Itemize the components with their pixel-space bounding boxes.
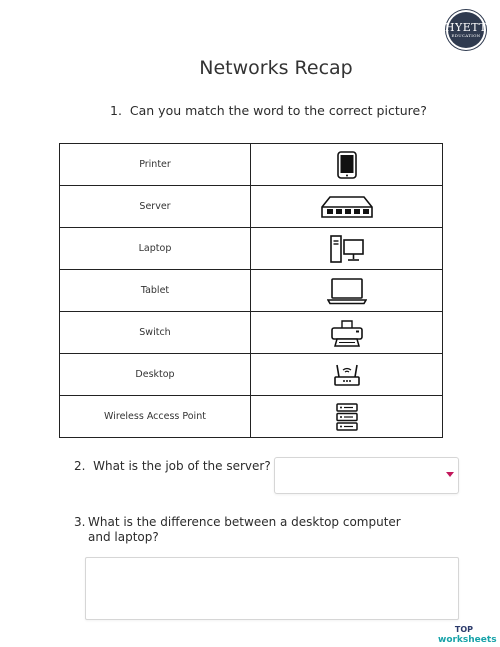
picture-cell[interactable] — [251, 144, 443, 186]
question-3-text: What is the difference between a desktop computer and laptop? — [88, 515, 401, 544]
wireless-access-point-icon — [332, 361, 362, 389]
word-cell[interactable]: Desktop — [60, 354, 251, 396]
picture-cell[interactable] — [251, 228, 443, 270]
picture-cell[interactable] — [251, 312, 443, 354]
question-1 — [110, 103, 427, 118]
picture-cell[interactable] — [251, 396, 443, 438]
topworksheets-logo — [438, 625, 496, 645]
hyett-education-logo — [446, 10, 486, 50]
table-row — [60, 396, 443, 438]
table-row — [60, 186, 443, 228]
printer-icon — [330, 318, 364, 348]
word-cell[interactable]: Tablet — [60, 270, 251, 312]
picture-cell[interactable] — [251, 186, 443, 228]
page-title: Networks Recap — [199, 57, 353, 79]
picture-cell[interactable] — [251, 354, 443, 396]
word-cell[interactable]: Laptop — [60, 228, 251, 270]
server-job-dropdown[interactable] — [274, 457, 459, 494]
question-2-number: 2. — [74, 459, 86, 473]
tablet-icon — [337, 151, 357, 179]
table-row — [60, 312, 443, 354]
word-cell[interactable]: Switch — [60, 312, 251, 354]
word-cell[interactable]: Server — [60, 186, 251, 228]
question-2-text: What is the job of the server? — [93, 459, 271, 473]
difference-answer-textarea[interactable] — [85, 557, 459, 620]
caret-down-icon — [446, 472, 454, 477]
word-cell[interactable]: Printer — [60, 144, 251, 186]
footer-worksheets-text: worksheets — [438, 635, 497, 645]
word-cell[interactable]: Wireless Access Point — [60, 396, 251, 438]
table-row — [60, 270, 443, 312]
switch-icon — [320, 194, 374, 220]
desktop-icon — [329, 234, 365, 264]
laptop-icon — [327, 277, 367, 305]
picture-cell[interactable] — [251, 270, 443, 312]
table-row — [60, 228, 443, 270]
table-row — [60, 354, 443, 396]
question-1-text: Can you match the word to the correct picture? — [129, 103, 427, 118]
logo-text: HYETT — [444, 20, 488, 34]
matching-table — [59, 143, 443, 438]
question-3-number: 3. — [74, 515, 86, 529]
logo-subtext: EDUCATION — [451, 32, 481, 38]
question-1-number: 1. — [110, 103, 122, 118]
server-icon — [335, 402, 359, 432]
footer-top-text: TOP — [454, 625, 473, 634]
question-2 — [74, 459, 271, 473]
question-3 — [74, 515, 419, 545]
table-row — [60, 144, 443, 186]
